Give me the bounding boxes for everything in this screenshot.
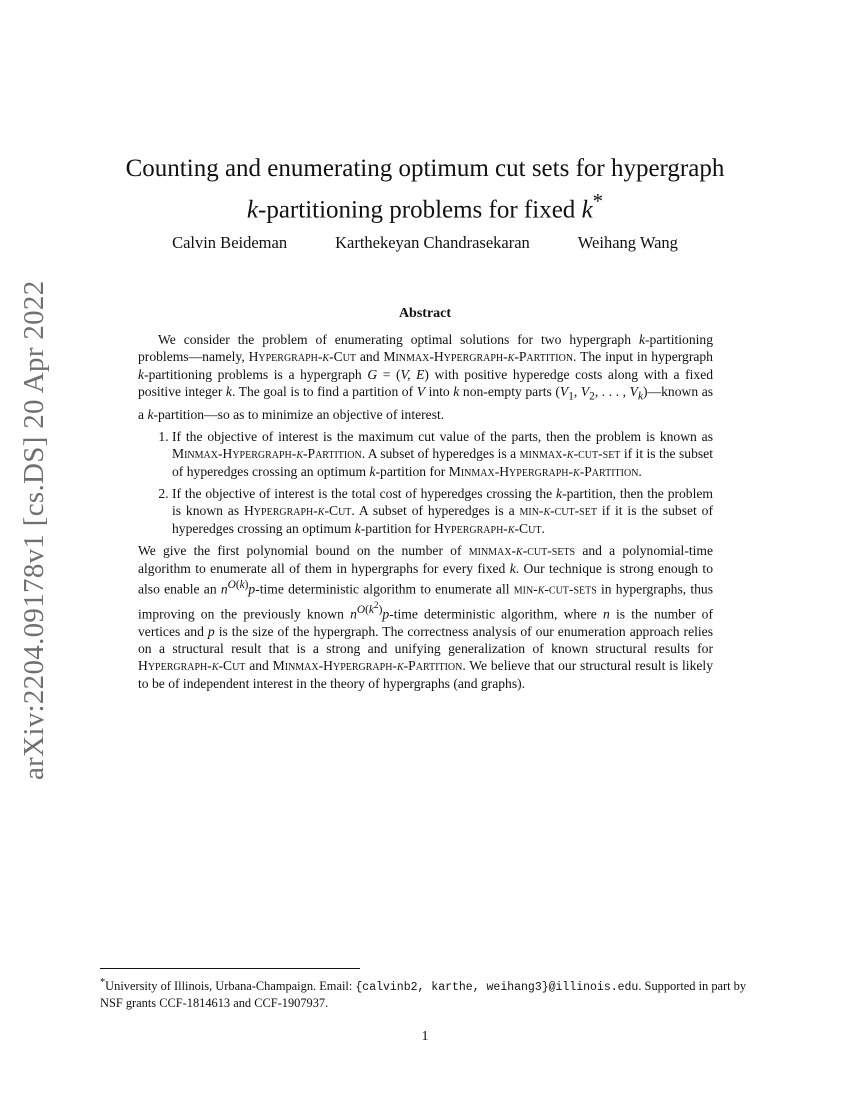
- footnote-divider: [100, 968, 360, 969]
- title-line-2: [100, 185, 750, 226]
- footnote-email-label: Email:: [319, 979, 353, 994]
- abstract-intro: We consider the problem of enumerating optimal solutions for two hypergraph k-partitioning problems—namely, Hypergraph-k-Cut and Minmax-Hypergraph-k-Partition. The input in hypergraph k-partitioning problems is a hypergraph G = (V, E) with positive hyperedge costs along with a fixed positive integer k. The goal is to find a partition of V into k non-empty parts ($V_1$, $V_2$, . . . , $V_k)—known$ as a k-partition—so as to minimize an objective of interest.: [138, 332, 714, 423]
- page-number: 1: [421, 1029, 429, 1044]
- list-item: 1. If the objective of interest is the maximum cut value of the parts, then the problem is known as Minmax-Hypergraph-k-Partition. A subset of hyperedges is a minmax-k-cut-set if it is the subset of hyperedges crossing an optimum k-partition for Minmax-Hypergraph-k-Partition.: [172, 428, 713, 480]
- title-footnote-mark: *: [592, 189, 604, 213]
- author-name: Weihang Wang: [577, 233, 678, 252]
- author-list: [100, 233, 750, 253]
- footnote-emails[interactable]: {calvinb2, karthe, weihang3}@illinois.edu: [355, 981, 639, 995]
- list-item: 2. If the objective of interest is the total cost of hyperedges crossing the k-partition, then the problem is known as Hypergraph-k-Cut. A subset of hyperedges is a min-k-cut-set if it is the subset of hyperedges crossing an optimum k-partition for Hypergraph-k-Cut.: [172, 485, 713, 537]
- author-name: Karthekeyan Chandrasekaran: [335, 233, 530, 252]
- paper-title: [100, 152, 750, 226]
- abstract-list: [138, 428, 713, 537]
- title-line-1: Counting and enumerating optimum cut sets for hypergraph: [125, 155, 725, 182]
- abstract-conclusion: We give the first polynomial bound on the number of minmax-k-cut-sets and a polynomial-time algorithm to enumerate all of them in hypergraphs for every fixed k. Our technique is strong enough to also enable an $n^{O(k)}p$-time deterministic algorithm to enumerate all min-k-cut-sets in hypergraphs, thus improving on the previously known $n^{O(k^2)}p$-time deterministic algorithm, where n is the number of vertices and p is the size of the hypergraph. The correctness analysis of our enumeration approach relies on a structural result that is a strong and unifying generalization of known structural results for Hypergraph-k-Cut and Minmax-Hypergraph-k-Partition. We believe that our structural result is likely to be of independent interest in the theory of hypergraphs (and graphs).: [138, 543, 714, 691]
- abstract-heading: Abstract: [398, 306, 452, 321]
- author-name: Calvin Beideman: [172, 233, 288, 252]
- title-line-2-text: k-partitioning problems for fixed k: [246, 196, 593, 224]
- footnote: *University of Illinois, Urbana-Champaign. Email: {calvinb2, karthe, weihang3}@illinois.edu. Supported in part by NSF grants CCF-1814613 and CCF-1907937.: [100, 977, 747, 1010]
- footnote-affiliation: University of Illinois, Urbana-Champaign.: [105, 979, 317, 994]
- footnote-support: Supported in part by NSF grants CCF-1814613 and CCF-1907937.: [100, 979, 747, 1010]
- abstract-body: [138, 331, 713, 692]
- footnote-mark: *: [100, 977, 106, 988]
- arxiv-identifier-stamp: arXiv:2204.09178v1 [cs.DS] 20 Apr 2022: [18, 280, 50, 780]
